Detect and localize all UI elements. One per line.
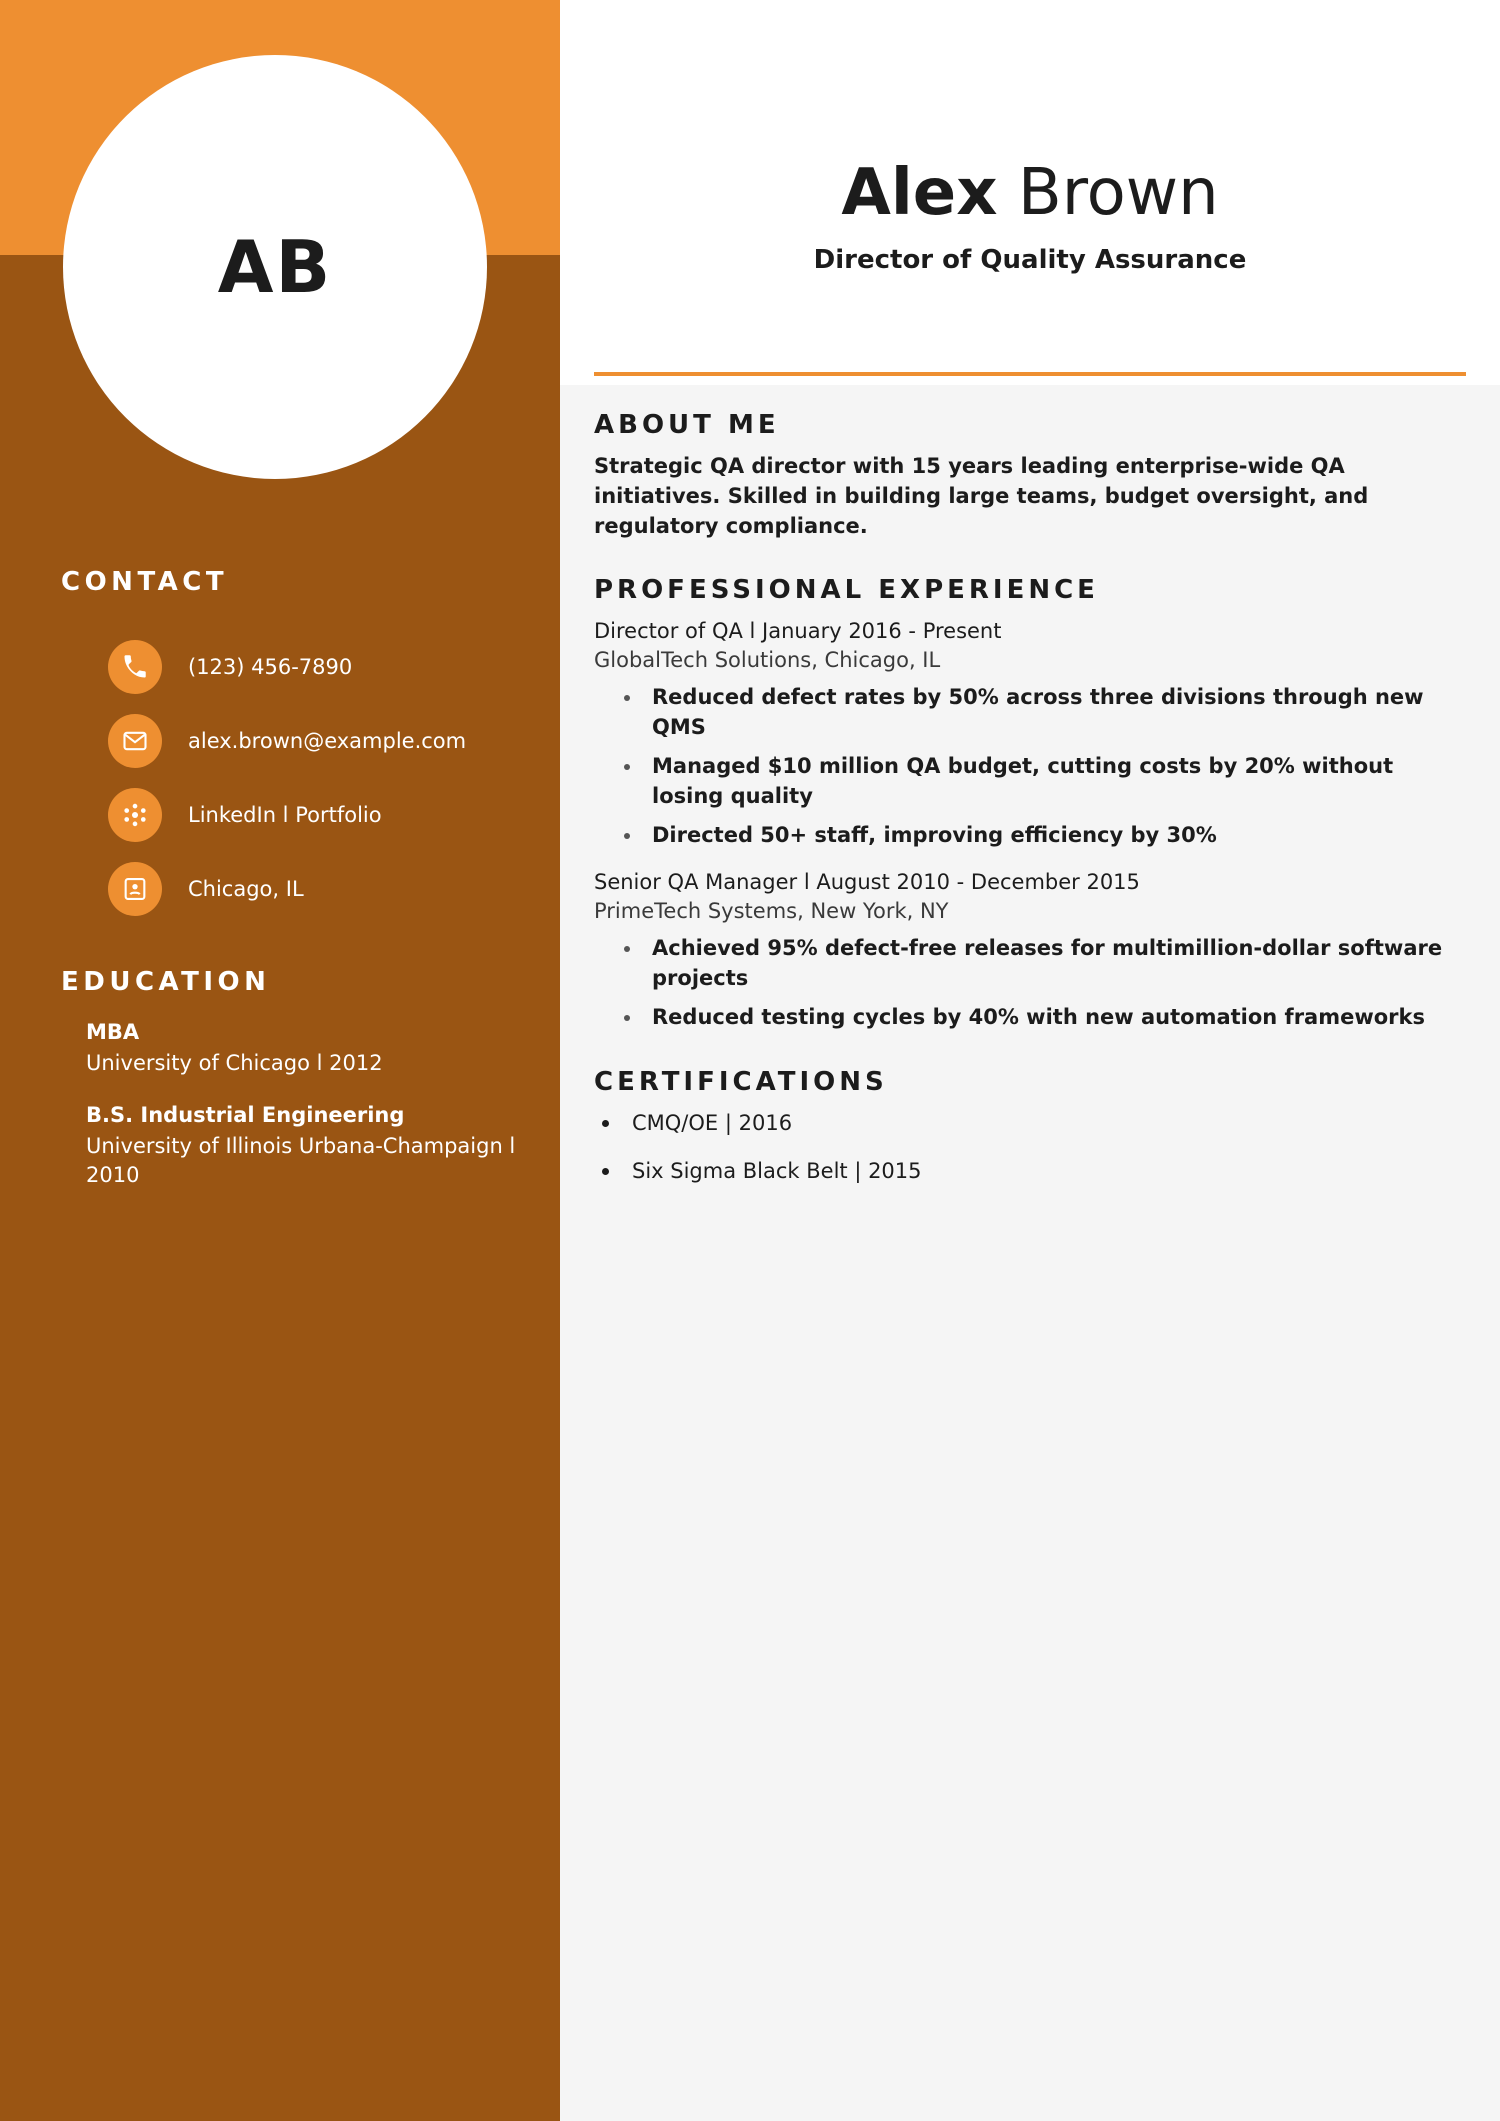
last-name: Brown (1017, 156, 1219, 230)
experience-bullets (594, 683, 1474, 850)
education-item (86, 1103, 536, 1189)
certifications-list (594, 1109, 1474, 1187)
list-item: Achieved 95% defect-free releases for multimillion-dollar software projects (594, 934, 1464, 994)
contact-value-email: alex.brown@example.com (188, 729, 467, 753)
contact-value-phone: (123) 456-7890 (188, 655, 353, 679)
experience-title: Director of QA l January 2016 - Present (594, 619, 1002, 644)
about-me-heading: ABOUT ME (594, 410, 780, 440)
list-item: Managed $10 million QA budget, cutting costs by 20% without losing quality (594, 752, 1464, 812)
experience-heading: PROFESSIONAL EXPERIENCE (594, 575, 1099, 606)
contact-list (108, 630, 548, 926)
contact-value-location: Chicago, IL (188, 877, 304, 901)
contact-value-links: LinkedIn l Portfolio (188, 803, 382, 827)
list-item: Six Sigma Black Belt | 2015 (594, 1157, 1474, 1186)
list-item: Reduced defect rates by 50% across three divisions through new QMS (594, 683, 1464, 743)
main-content (560, 0, 1500, 2121)
certifications-heading: CERTIFICATIONS (594, 1066, 888, 1097)
list-item: CMQ/OE | 2016 (594, 1109, 1474, 1138)
list-item: Reduced testing cycles by 40% with new automation frameworks (594, 1003, 1464, 1033)
education-degree: MBA (86, 1020, 140, 1044)
experience-company: PrimeTech Systems, New York, NY (594, 899, 949, 924)
experience-item (594, 617, 1474, 850)
header-divider (594, 372, 1466, 376)
phone-icon (108, 640, 162, 694)
first-name: Alex (841, 156, 998, 230)
name-block (560, 0, 1500, 275)
experience-bullets (594, 934, 1474, 1032)
education-heading: EDUCATION (61, 967, 271, 997)
location-card-icon (108, 862, 162, 916)
education-school: University of Chicago l 2012 (86, 1051, 383, 1075)
education-list (86, 1020, 536, 1215)
experience-company: GlobalTech Solutions, Chicago, IL (594, 648, 941, 673)
education-school: University of Illinois Urbana-Champaign l 2010 (86, 1134, 516, 1187)
experience-item (594, 868, 1474, 1032)
contact-item-links (108, 778, 548, 852)
page-title (560, 156, 1500, 230)
contact-item-phone (108, 630, 548, 704)
email-icon (108, 714, 162, 768)
contact-item-email (108, 704, 548, 778)
experience-title: Senior QA Manager l August 2010 - December 2015 (594, 870, 1140, 895)
sidebar (0, 0, 560, 2121)
education-degree: B.S. Industrial Engineering (86, 1103, 405, 1128)
avatar (63, 55, 487, 479)
job-title: Director of Quality Assurance (813, 245, 1247, 276)
contact-item-location (108, 852, 548, 926)
sections (594, 410, 1474, 1206)
education-item (86, 1020, 536, 1077)
avatar-initials: AB (217, 225, 333, 309)
contact-heading: CONTACT (61, 567, 229, 597)
list-item: Directed 50+ staff, improving efficiency by 30% (594, 821, 1464, 851)
share-network-icon (108, 788, 162, 842)
about-me-text: Strategic QA director with 15 years leading enterprise-wide QA initiatives. Skilled in building large teams, budget oversight, and regulatory compliance. (594, 454, 1369, 538)
